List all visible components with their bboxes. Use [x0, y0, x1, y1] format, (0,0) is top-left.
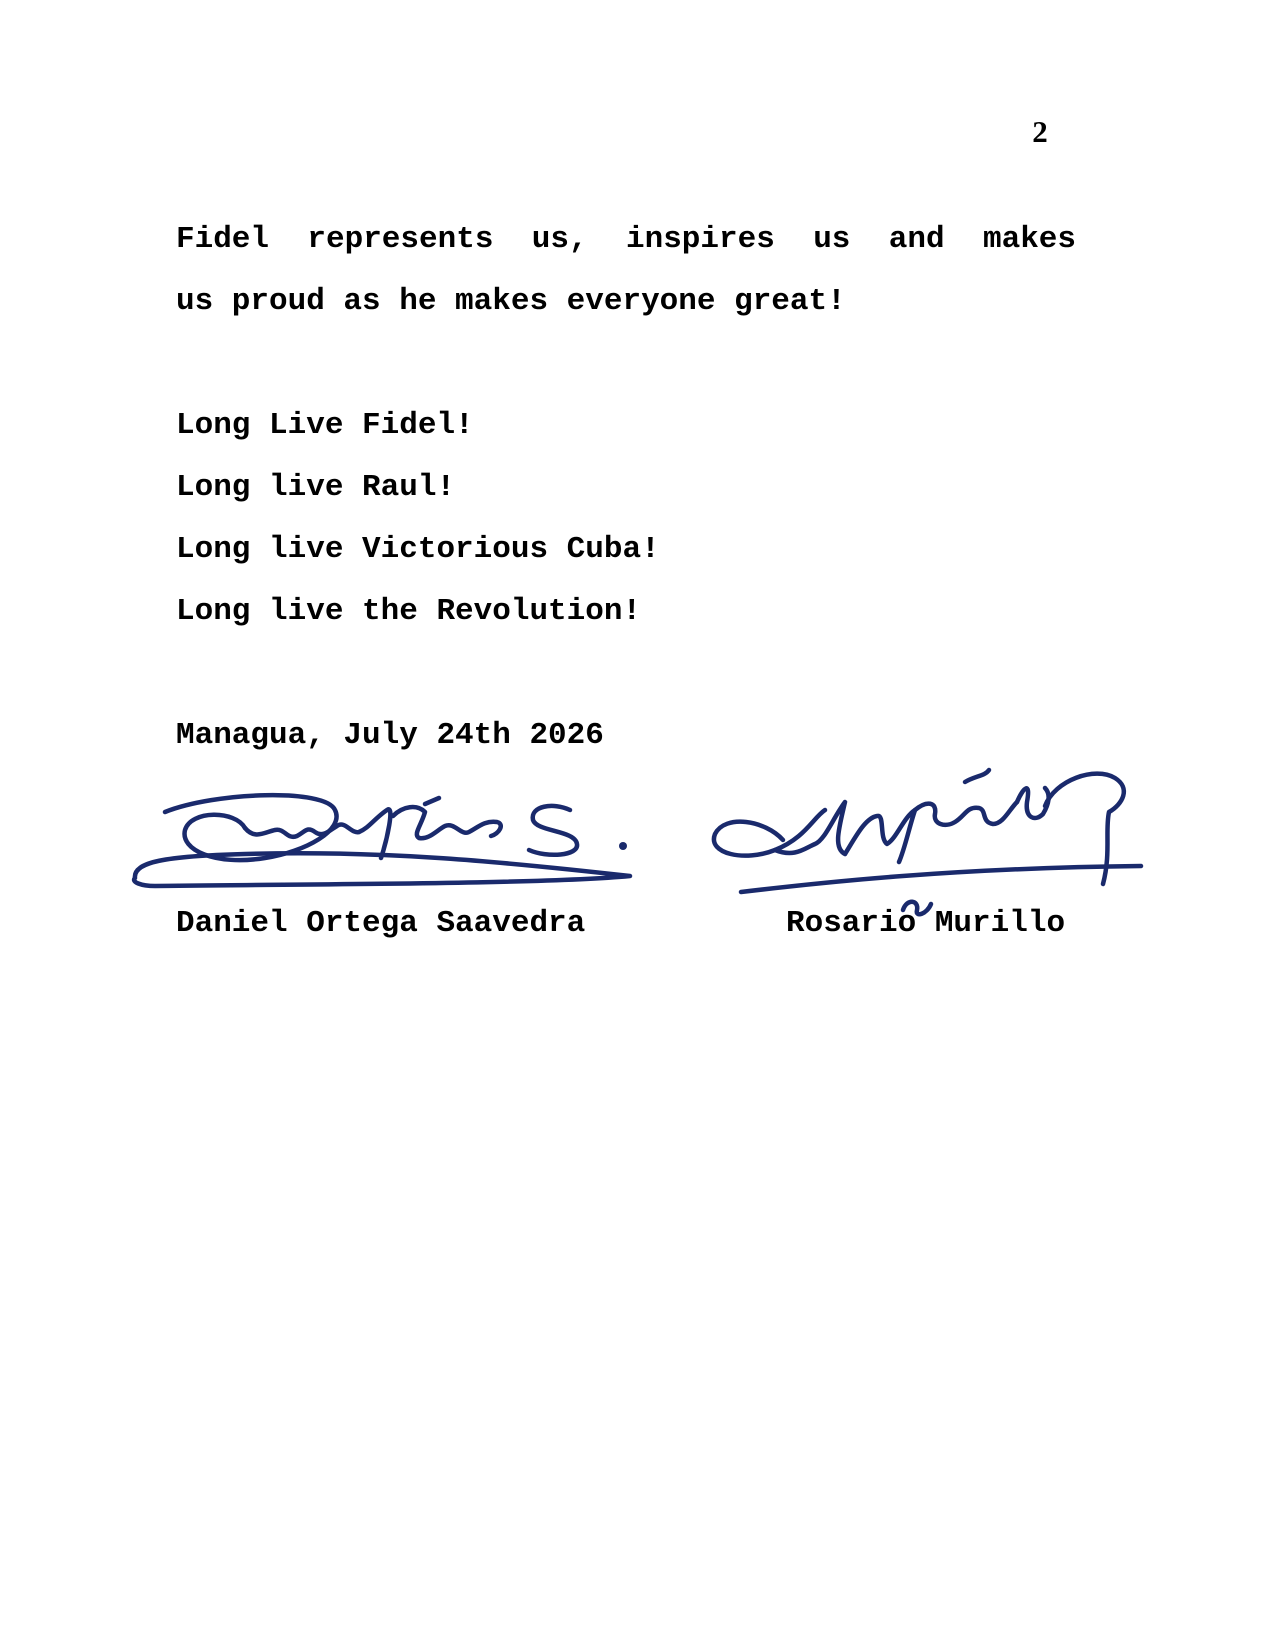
signatory-name-daniel-ortega: Daniel Ortega Saavedra	[176, 906, 586, 941]
paragraph-line-1: Fidel represents us, inspires us and makes	[176, 222, 1076, 257]
exclamation-long-live-raul: Long live Raul!	[176, 470, 456, 505]
signature-daniel-ortega	[125, 770, 655, 900]
signature-rosario-murillo	[705, 758, 1150, 928]
exclamation-long-live-revolution: Long live the Revolution!	[176, 594, 642, 629]
page-number: 2	[1032, 114, 1048, 149]
signatory-name-rosario-murillo: Rosario Murillo	[786, 906, 1066, 941]
place-and-date: Managua, July 24th 2026	[176, 718, 604, 753]
exclamation-long-live-fidel: Long Live Fidel!	[176, 408, 474, 443]
exclamation-long-live-cuba: Long live Victorious Cuba!	[176, 532, 660, 567]
paragraph-line-2: us proud as he makes everyone great!	[176, 284, 846, 319]
